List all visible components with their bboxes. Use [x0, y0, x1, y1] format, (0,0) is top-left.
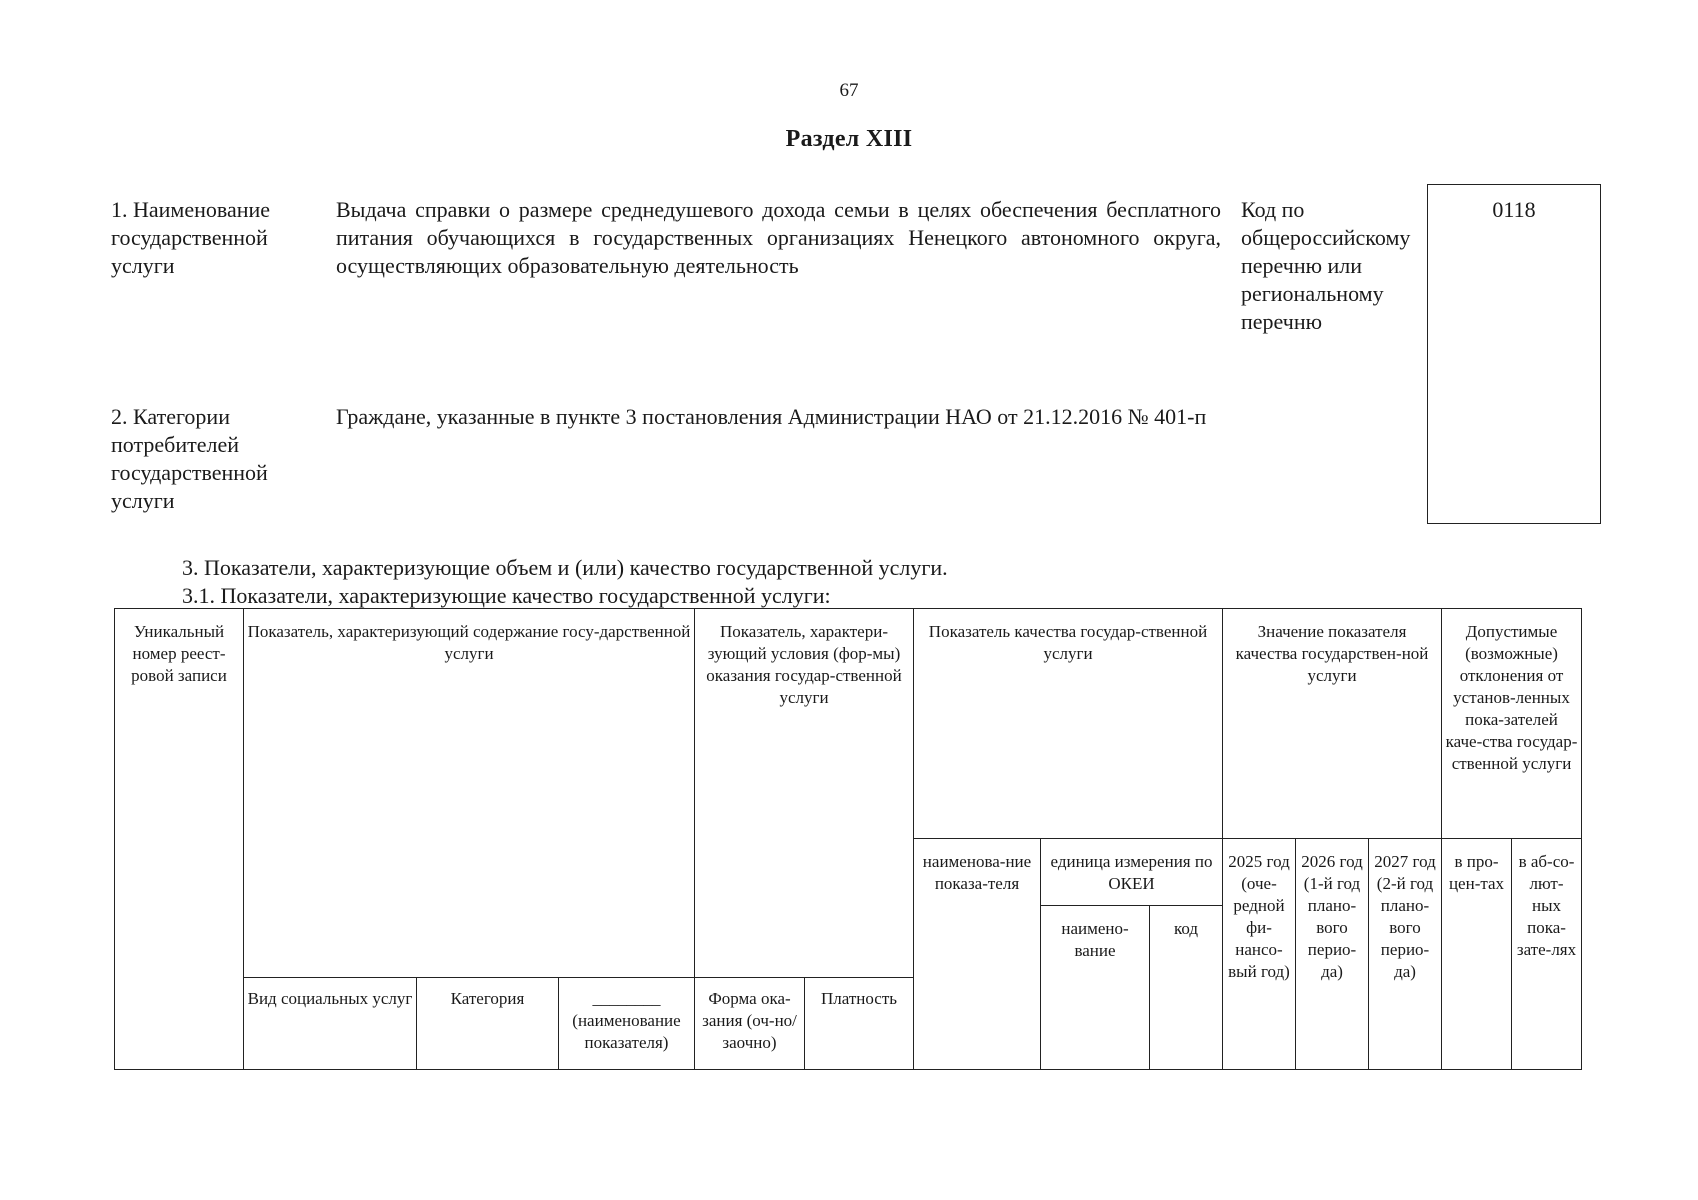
quality-value-header: Значение показателя качества государствен-ной услуги	[1223, 609, 1442, 839]
delivery-form-header: Форма ока-зания (оч-но/заочно)	[695, 978, 805, 1070]
consumer-category-value: Граждане, указанные в пункте 3 постановления Администрации НАО от 21.12.2016 № 401-п	[336, 404, 1207, 429]
unique-number-header: Уникальный номер реест-ровой записи	[115, 609, 244, 1070]
quality-indicators-table	[114, 608, 1582, 1070]
unit-name-header: наимено-вание	[1041, 906, 1150, 1070]
page-number: 67	[839, 80, 859, 101]
payment-header: Платность	[805, 978, 914, 1070]
section-title: Раздел XIII	[785, 126, 913, 152]
blank-line: ________	[592, 989, 661, 1008]
registry-code-label: Код по общероссийскому перечню или региональному перечню	[1241, 197, 1411, 334]
year-2026-header: 2026 год (1-й год плано-вого перио-да)	[1296, 839, 1369, 1070]
conditions-indicator-header: Показатель, характери-зующий условия (фор-мы) оказания государ-ственной услуги	[695, 609, 914, 978]
indicator-name-caption: (наименование показателя)	[572, 1011, 681, 1052]
unit-code-header: код	[1150, 906, 1223, 1070]
service-name-label: 1. Наименование государственной услуги	[111, 197, 271, 278]
allowed-deviations-header: Допустимые (возможные) отклонения от установ-ленных пока-зателей каче-ства государ-ственной услуги	[1442, 609, 1582, 839]
in-percent-header: в про-цен-тах	[1442, 839, 1512, 1070]
unit-okei-header: единица измерения по ОКЕИ	[1041, 839, 1223, 906]
category-header: Категория	[417, 978, 559, 1070]
quality-indicator-header: Показатель качества государ-ственной услуги	[914, 609, 1223, 839]
in-absolute-header: в аб-со-лют-ных пока-зате-лях	[1512, 839, 1582, 1070]
registry-code-box	[1427, 184, 1601, 524]
heading-quality-indicators: 3.1. Показатели, характеризующие качество государственной услуги:	[182, 583, 831, 608]
heading-indicators: 3. Показатели, характеризующие объем и (или) качество государственной услуги.	[182, 555, 948, 580]
service-name-value: Выдача справки о размере среднедушевого дохода семьи в целях обеспечения бесплатного питания обучающихся в государственных организациях Ненецкого автономного округа, осуществляющих образовательную деятельность	[336, 197, 1221, 278]
consumer-category-label: 2. Категории потребителей государственной услуги	[111, 404, 268, 513]
year-2027-header: 2027 год (2-й год плано-вого перио-да)	[1369, 839, 1442, 1070]
indicator-name-header: наименова-ние показа-теля	[914, 839, 1041, 1070]
content-indicator-header: Показатель, характеризующий содержание госу-дарственной услуги	[244, 609, 695, 978]
year-2025-header: 2025 год (оче-редной фи-нансо-вый год)	[1223, 839, 1296, 1070]
registry-code-value: 0118	[1492, 197, 1536, 222]
named-indicator-header	[559, 978, 695, 1070]
social-service-type-header: Вид социальных услуг	[244, 978, 417, 1070]
